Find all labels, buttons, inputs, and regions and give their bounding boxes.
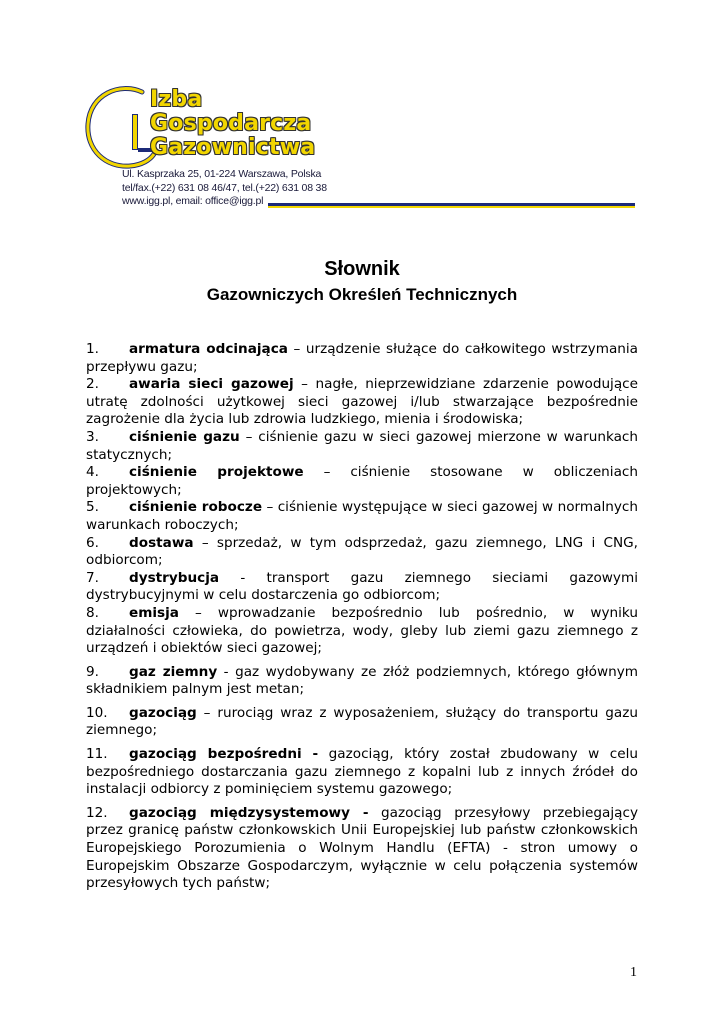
- entry-number: 3.: [86, 428, 99, 445]
- logo-line-2: Gospodarcza: [150, 111, 312, 136]
- entry-definition: - gaz wydobywany ze złóż podziemnych, którego głównym składnikiem palnym jest metan;: [86, 663, 638, 698]
- glossary-entry: [86, 535, 638, 570]
- entry-number: 12.: [86, 804, 108, 821]
- glossary-entry: [86, 805, 638, 893]
- header-rule-accent: [268, 206, 635, 208]
- entry-definition: – wprowadzanie bezpośrednio lub pośrednio, w wyniku działalności człowieka, do powietrza, wody, gleby lub ziemi gazu ziemnego z urządzeń i obiektów sieci gazowej;: [86, 604, 638, 657]
- logo-emblem-icon: [80, 80, 160, 180]
- entry-definition: gazociąg, który został zbudowany w celu bezpośredniego dostarczania gazu ziemnego z kopalni lub z innych źródeł do instalacji odbiorcy z pominięciem systemu gazowego;: [86, 746, 638, 798]
- entry-term: gazociąg bezpośredni -: [129, 746, 319, 763]
- contact-phone: tel/fax.(+22) 631 08 46/47, tel.(+22) 631 08 38: [122, 181, 327, 194]
- entry-definition: – nagłe, nieprzewidziane zdarzenie powodujące utratę zdolności użytkowej sieci gazowej i/lub stwarzające bezpośrednie zagrożenie dla życia lub zdrowia ludzkiego, mienia i środowiska;: [86, 376, 639, 428]
- entry-term: dystrybucja: [129, 569, 220, 586]
- logo-text: [150, 88, 315, 160]
- entry-number: 10.: [86, 704, 108, 721]
- entry-definition: gazociąg przesyłowy przebiegający przez granicę państw członkowskich Unii Europejskiej lub państw członkowskich Europejskiego Porozumienia o Wolnym Handlu (EFTA) - stron umowy o Europejskim Obszarze Gospodarczym, wyłącznie w celu połączenia systemów przesyłowych tych państw;: [86, 804, 638, 892]
- entry-term: emisja: [129, 604, 179, 621]
- entry-number: 6.: [86, 534, 99, 551]
- igg-logo: [80, 80, 316, 180]
- contact-web-email: www.igg.pl, email: office@igg.pl: [122, 195, 264, 207]
- entry-number: 7.: [86, 569, 99, 586]
- glossary-entry: [86, 499, 638, 534]
- glossary-entry: [86, 429, 638, 464]
- entry-term: armatura odcinająca: [129, 341, 288, 357]
- glossary-entry: [86, 376, 638, 429]
- entry-number: 8.: [86, 604, 99, 621]
- entry-number: 1.: [86, 341, 99, 357]
- contact-address: Ul. Kasprzaka 25, 01-224 Warszawa, Polska: [122, 168, 322, 180]
- glossary-entry: [86, 705, 638, 740]
- glossary-entry: [86, 746, 638, 799]
- document-title: Słownik: [324, 258, 400, 280]
- glossary-entry: [86, 570, 638, 605]
- entry-term: gazociąg: [129, 704, 197, 721]
- entry-definition: – ciśnienie stosowane w obliczeniach projektowych;: [86, 464, 638, 498]
- entry-term: awaria sieci gazowej: [129, 376, 294, 393]
- entry-number: 4.: [86, 464, 99, 481]
- glossary-entry: [86, 664, 638, 699]
- entry-term: ciśnienie projektowe: [129, 464, 304, 481]
- entry-number: 9.: [86, 663, 99, 680]
- glossary-entry: [86, 341, 638, 376]
- entry-term: gazociąg międzysystemowy -: [129, 804, 369, 821]
- glossary-entry: [86, 464, 638, 499]
- entry-definition: – ciśnienie gazu w sieci gazowej mierzone w warunkach statycznych;: [86, 428, 638, 463]
- entry-number: 2.: [86, 376, 99, 393]
- entry-definition: - transport gazu ziemnego sieciami gazowymi dystrybucyjnymi w celu dostarczenia go odbiorcom;: [86, 569, 638, 604]
- entry-definition: – ciśnienie występujące w sieci gazowej w normalnych warunkach roboczych;: [86, 499, 638, 533]
- glossary-list: [86, 341, 638, 893]
- entry-definition: – rurociąg wraz z wyposażeniem, służący do transportu gazu ziemnego;: [86, 704, 638, 739]
- document-subtitle: Gazowniczych Określeń Technicznych: [206, 285, 518, 304]
- entry-term: ciśnienie gazu: [129, 428, 240, 445]
- entry-definition: – urządzenie służące do całkowitego wstrzymania przepływu gazu;: [86, 341, 638, 375]
- entry-number: 5.: [86, 499, 99, 516]
- logo-line-1: Izba: [150, 87, 203, 112]
- entry-term: dostawa: [129, 534, 194, 551]
- entry-definition: – sprzedaż, w tym odsprzedaż, gazu ziemnego, LNG i CNG, odbiorcom;: [86, 534, 638, 569]
- entry-term: gaz ziemny: [129, 663, 218, 680]
- entry-term: ciśnienie robocze: [129, 499, 263, 516]
- page-number: 1: [630, 965, 637, 980]
- logo-line-3: Gazownictwa: [150, 135, 316, 160]
- entry-number: 11.: [86, 746, 108, 763]
- glossary-entry: [86, 605, 638, 658]
